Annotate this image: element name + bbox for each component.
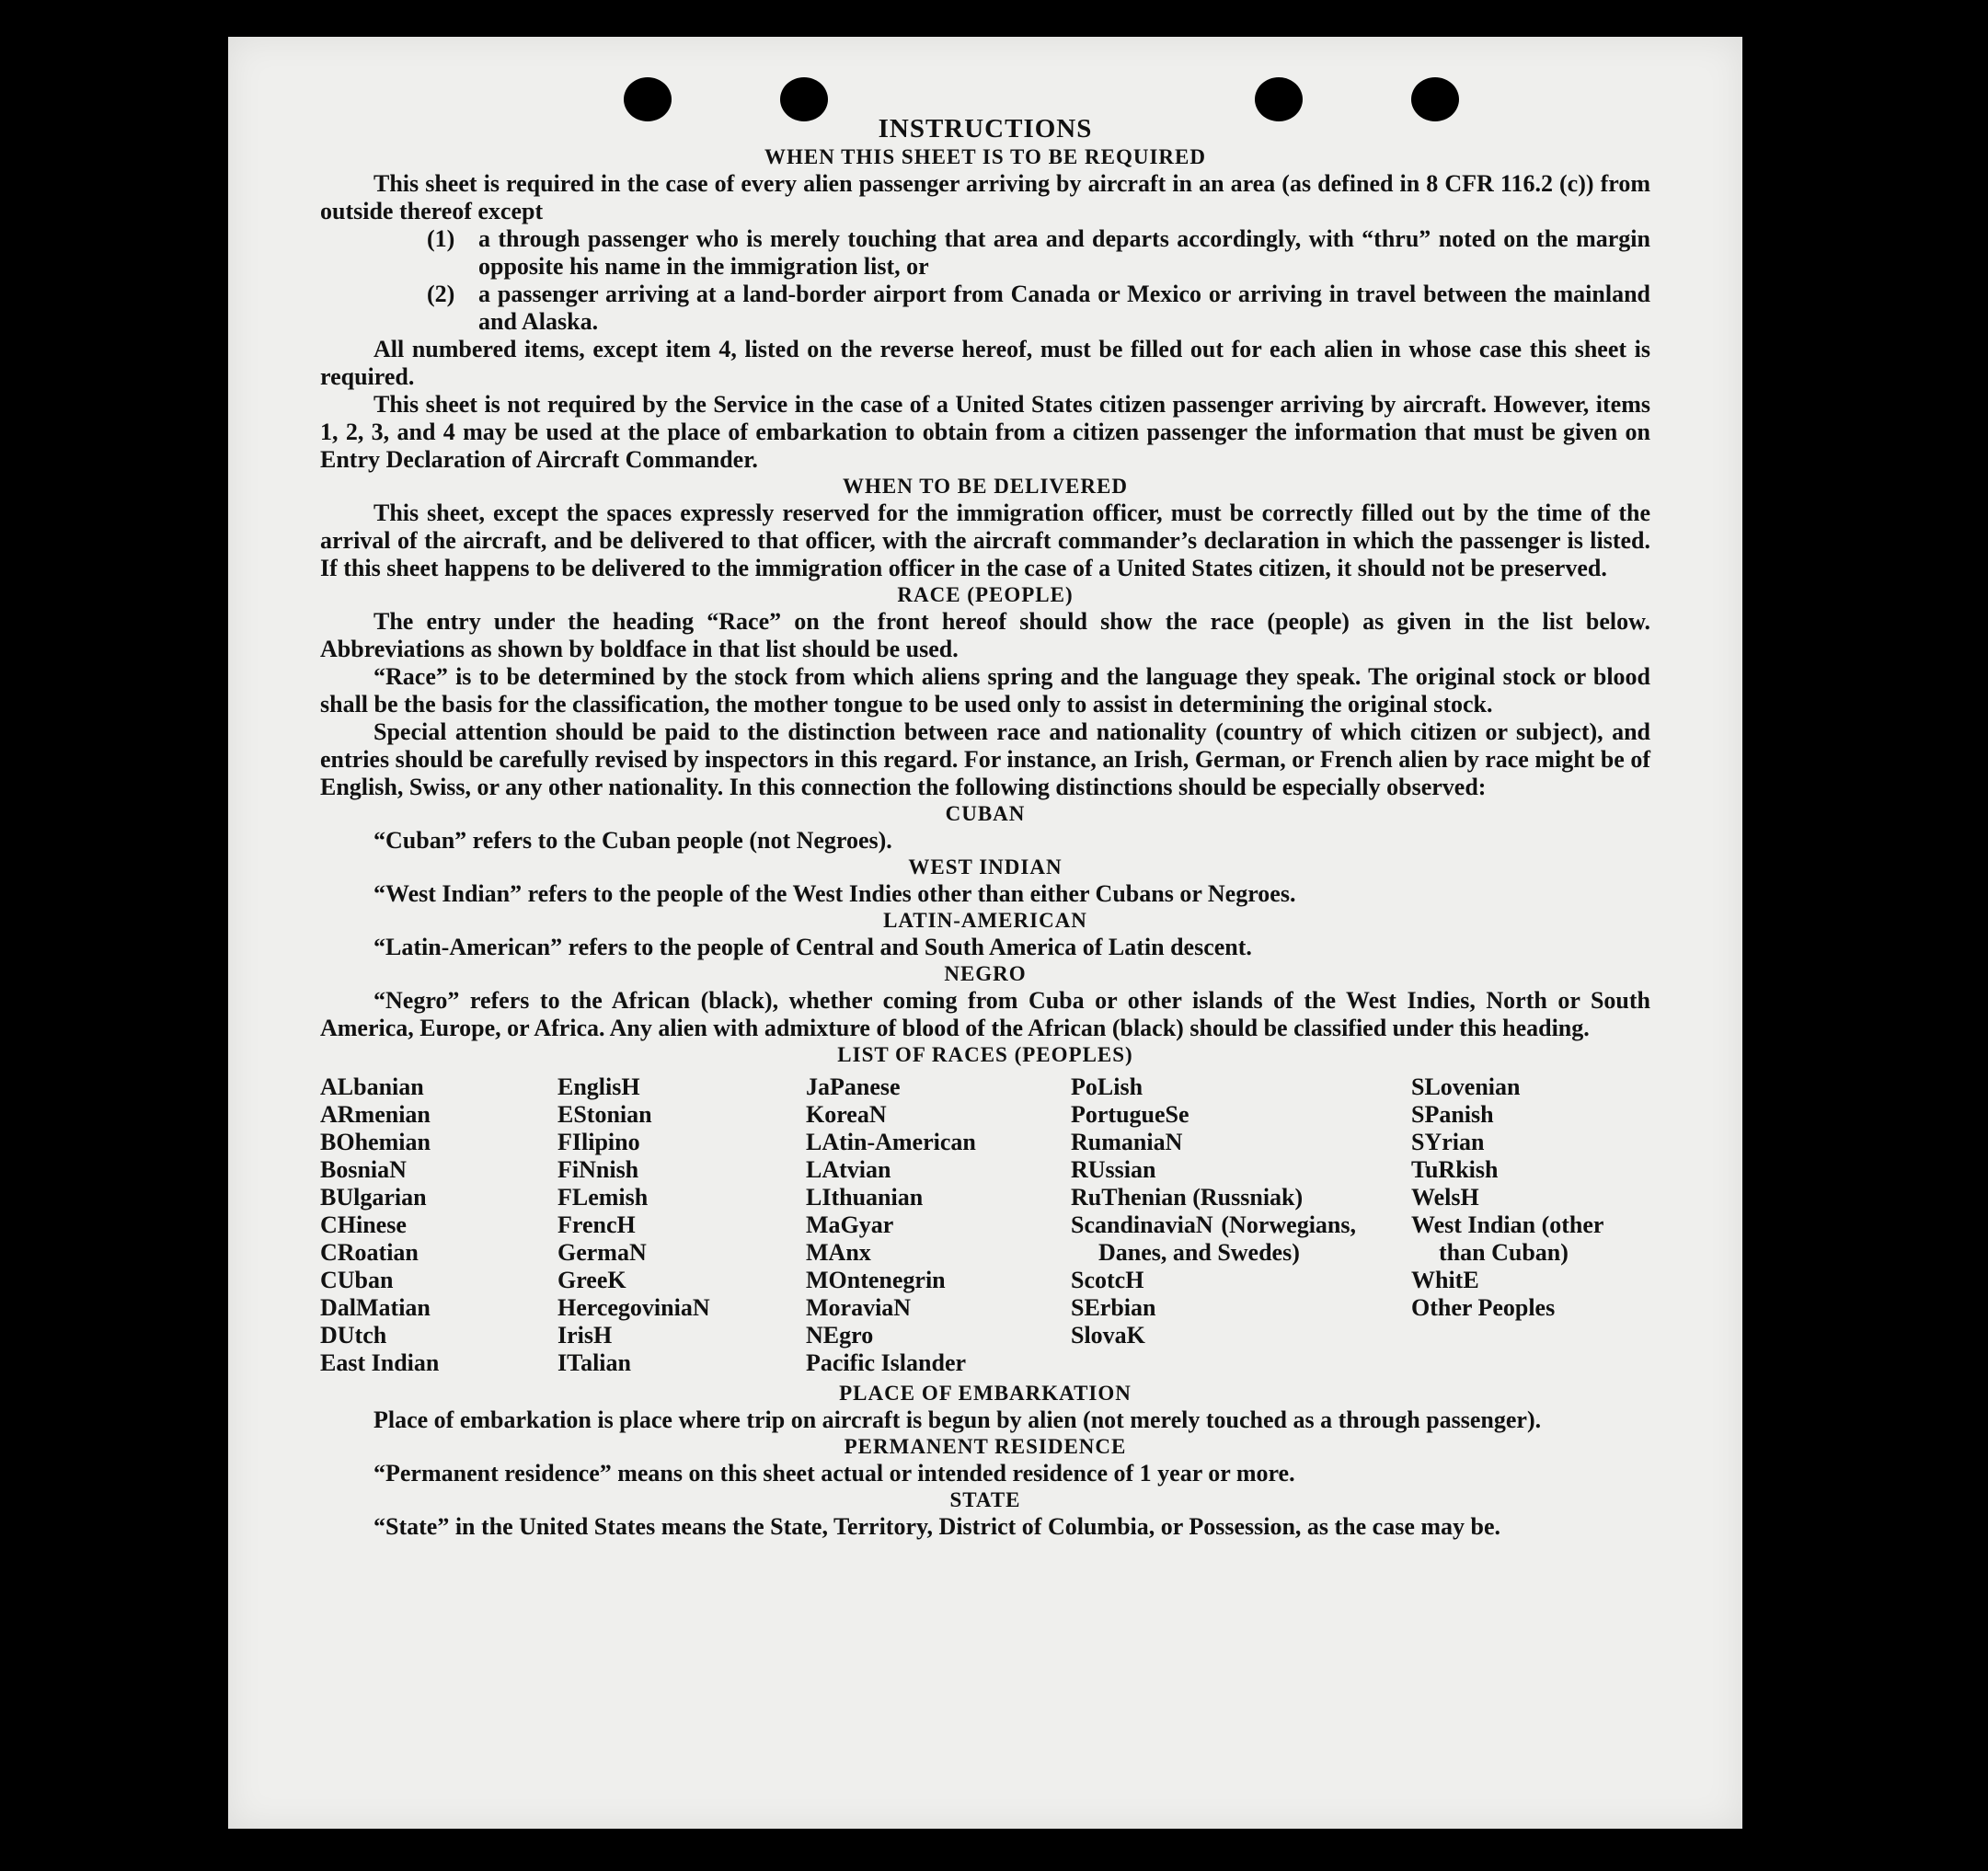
race-item: PoLish: [1071, 1073, 1143, 1100]
race-item: FrencH: [557, 1211, 636, 1238]
race-item: NEgro: [806, 1322, 874, 1349]
race-item: SLovenian: [1411, 1073, 1521, 1100]
race-item: WhitE: [1411, 1267, 1479, 1293]
race-item: MaGyar: [806, 1211, 894, 1238]
section-heading: PERMANENT RESIDENCE: [844, 1435, 1127, 1458]
paragraph: Special attention should be paid to the distinction between race and nationality (country of which citizen or subject), and entries should be carefully revised by inspectors in this regard. For instance, an Irish, German, or French alien by race might be of English, Swiss, or any other nationality. In this connection the following distinctions should be especially observed:: [320, 718, 1650, 800]
race-item: WelsH: [1411, 1184, 1479, 1211]
race-list: [320, 1073, 1650, 1377]
race-item: Other Peoples: [1411, 1294, 1556, 1321]
section-heading: LATIN-AMERICAN: [883, 909, 1087, 932]
paragraph: The entry under the heading “Race” on the front hereof should show the race (people) as given in the list below. Abbreviations as shown by boldface in that list should be used.: [320, 608, 1650, 662]
race-item: CUban: [320, 1267, 394, 1293]
race-item: CHinese: [320, 1211, 407, 1238]
race-item: GermaN: [557, 1239, 647, 1266]
race-item: MAnx: [806, 1239, 871, 1266]
section-heading: STATE: [949, 1488, 1021, 1511]
race-item: SPanish: [1411, 1101, 1494, 1128]
section-heading: CUBAN: [945, 802, 1026, 825]
paragraph: All numbered items, except item 4, listed on the reverse hereof, must be filled out for each alien in whose case this sheet is required.: [320, 336, 1650, 390]
race-item: DUtch: [320, 1322, 387, 1349]
race-item: ALbanian: [320, 1073, 424, 1100]
section-heading: LIST OF RACES (PEOPLES): [837, 1043, 1133, 1066]
paragraph: “Latin-American” refers to the people of Central and South America of Latin descent.: [373, 934, 1252, 960]
race-item: SYrian: [1411, 1129, 1485, 1155]
race-item: JaPanese: [806, 1073, 901, 1100]
item-number: (2): [427, 281, 455, 307]
race-item: PortugueSe: [1071, 1101, 1189, 1128]
paragraph: This sheet is not required by the Service in the case of a United States citizen passenger arriving by aircraft. However, items 1, 2, 3, and 4 may be used at the place of embarkation to obtain from a citizen passenger the information that must be given on Entry Declaration of Aircraft Commander.: [320, 391, 1650, 473]
race-item: TuRkish: [1411, 1156, 1499, 1183]
section-heading: PLACE OF EMBARKATION: [839, 1382, 1132, 1405]
instructions-content: [320, 113, 1650, 1541]
race-item: ScotcH: [1071, 1267, 1144, 1293]
page-title: INSTRUCTIONS: [878, 114, 1093, 143]
paragraph: “West Indian” refers to the people of the West Indies other than either Cubans or Negroes.: [373, 880, 1296, 907]
race-item: LIthuanian: [806, 1184, 924, 1211]
section-heading: WEST INDIAN: [908, 855, 1063, 878]
race-item: MOntenegrin: [806, 1267, 946, 1293]
race-column: [1071, 1073, 1356, 1377]
race-item: ARmenian: [320, 1101, 431, 1128]
paragraph: This sheet is required in the case of every alien passenger arriving by aircraft in an area (as defined in 8 CFR 116.2 (c)) from outside thereof except: [320, 170, 1650, 224]
race-item: RuThenian (Russniak): [1071, 1184, 1304, 1211]
race-column: [806, 1073, 1071, 1377]
race-item: BosniaN: [320, 1156, 407, 1183]
race-item: RumaniaN: [1071, 1129, 1183, 1155]
race-item: GreeK: [557, 1267, 626, 1293]
race-item: ITalian: [557, 1349, 631, 1376]
paragraph: “Race” is to be determined by the stock from which aliens spring and the language they speak. The original stock or blood shall be the basis for the classification, the mother tongue to be used only to assist in determining the original stock.: [320, 663, 1650, 717]
race-item: EStonian: [557, 1101, 652, 1128]
race-item: RUssian: [1071, 1156, 1156, 1183]
race-item: KoreaN: [806, 1101, 887, 1128]
race-item: Pacific Islander: [806, 1349, 967, 1376]
item-text: a through passenger who is merely touching that area and departs accordingly, with “thru” noted on the margin opposite his name in the immigration list, or: [478, 225, 1650, 280]
paragraph: “Cuban” refers to the Cuban people (not Negroes).: [373, 827, 892, 854]
race-item: SlovaK: [1071, 1322, 1145, 1349]
document-page: [228, 37, 1742, 1829]
race-column: [1411, 1073, 1650, 1377]
race-item: SErbian: [1071, 1294, 1156, 1321]
paragraph: This sheet, except the spaces expressly reserved for the immigration officer, must be correctly filled out by the time of the arrival of the aircraft, and be delivered to that officer, with the aircraft commander’s declaration in which the passenger is listed. If this sheet happens to be delivered to the immigration officer in the case of a United States citizen, it should not be preserved.: [320, 499, 1650, 581]
race-item: ScandinaviaN (Norwegians, Danes, and Swedes): [1071, 1211, 1356, 1266]
race-item: FLemish: [557, 1184, 649, 1211]
race-item: FIlipino: [557, 1129, 640, 1155]
race-item: DalMatian: [320, 1294, 431, 1321]
section-heading: RACE (PEOPLE): [897, 583, 1074, 606]
section-heading: WHEN TO BE DELIVERED: [843, 475, 1128, 498]
race-item: East Indian: [320, 1349, 440, 1376]
section-heading: NEGRO: [944, 962, 1027, 985]
item-number: (1): [427, 225, 455, 252]
race-item: HercegoviniaN: [557, 1294, 710, 1321]
race-item: FiNnish: [557, 1156, 639, 1183]
paragraph: “Permanent residence” means on this sheet actual or intended residence of 1 year or more.: [373, 1460, 1295, 1486]
race-item: West Indian (other than Cuban): [1411, 1211, 1603, 1266]
paragraph: “State” in the United States means the State, Territory, District of Columbia, or Possession, as the case may be.: [373, 1513, 1501, 1540]
list-item: [427, 281, 1650, 336]
item-text: a passenger arriving at a land-border airport from Canada or Mexico or arriving in travel between the mainland and Alaska.: [478, 281, 1650, 335]
paragraph: “Negro” refers to the African (black), whether coming from Cuba or other islands of the West Indies, North or South America, Europe, or Africa. Any alien with admixture of blood of the African (black) should be classified under this heading.: [320, 987, 1650, 1041]
race-item: EnglisH: [557, 1073, 640, 1100]
race-item: BOhemian: [320, 1129, 431, 1155]
race-item: LAtvian: [806, 1156, 891, 1183]
race-column: [557, 1073, 806, 1377]
race-item: BUlgarian: [320, 1184, 427, 1211]
race-item: MoraviaN: [806, 1294, 912, 1321]
race-item: IrisH: [557, 1322, 613, 1349]
paragraph: Place of embarkation is place where trip on aircraft is begun by alien (not merely touched as a through passenger).: [373, 1406, 1542, 1433]
section-heading: WHEN THIS SHEET IS TO BE REQUIRED: [764, 145, 1206, 168]
race-column: [320, 1073, 557, 1377]
race-item: CRoatian: [320, 1239, 419, 1266]
list-item: [427, 225, 1650, 281]
race-item: LAtin-American: [806, 1129, 976, 1155]
